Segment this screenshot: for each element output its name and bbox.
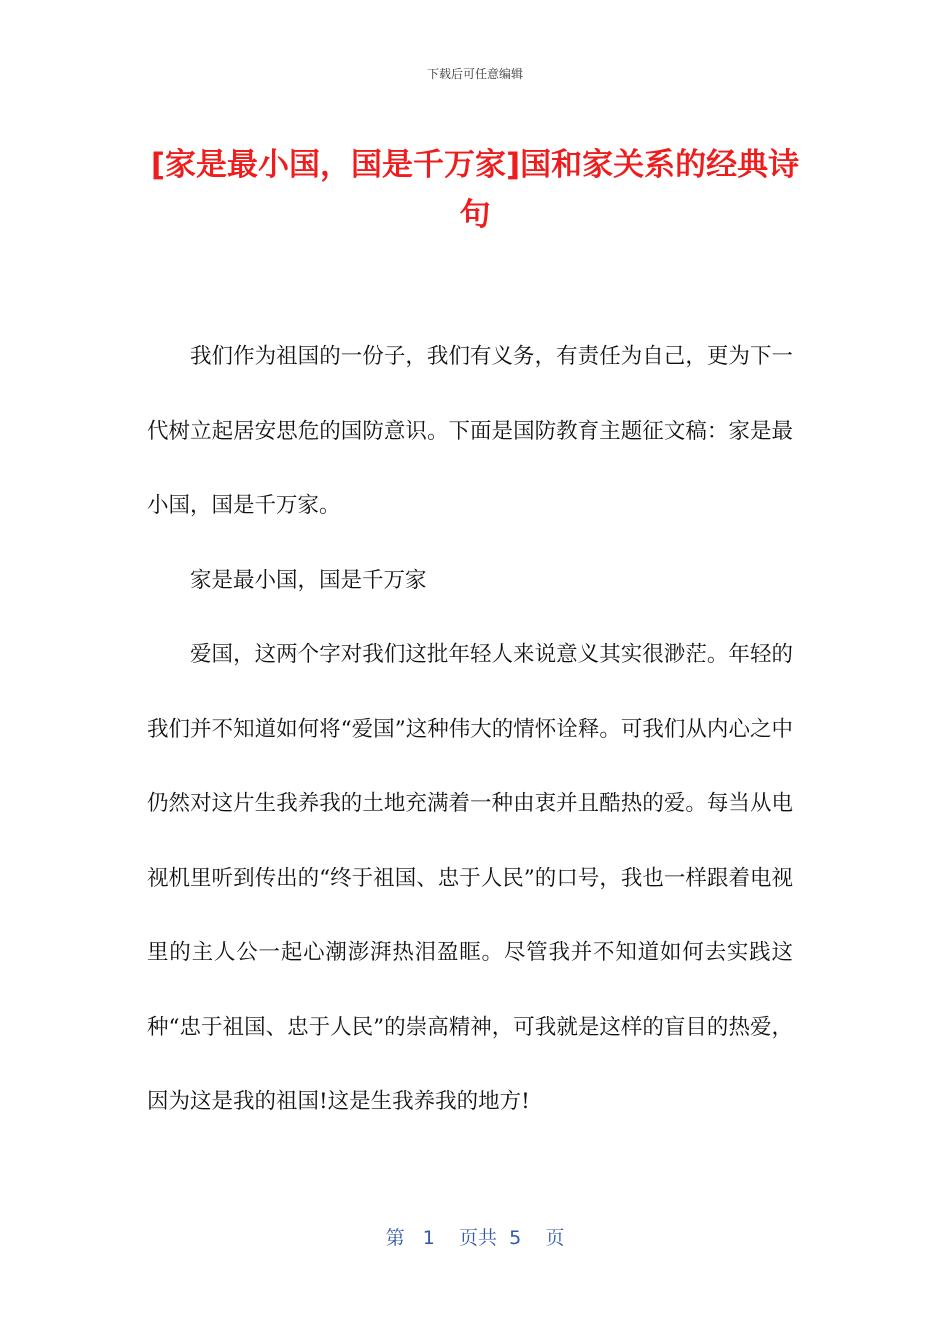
header-note: 下载后可任意编辑: [426, 67, 523, 81]
document-body: [147, 320, 793, 1140]
footer-total-pages: 5: [509, 1227, 522, 1249]
paragraph: 我们作为祖国的一份子，我们有义务，有责任为自己，更为下一代树立起居安思危的国防意识。下面是国防教育主题征文稿：家是最小国，国是千万家。: [147, 344, 793, 518]
footer-label-end: 页: [545, 1227, 565, 1249]
footer-current-page: 1: [422, 1227, 435, 1249]
footer-label-of: 页共: [459, 1227, 498, 1249]
paragraph: 家是最小国，国是千万家: [190, 567, 427, 593]
footer-label-page: 第: [385, 1227, 405, 1249]
paragraph: 爱国，这两个字对我们这批年轻人来说意义其实很渺茫。年轻的我们并不知道如何将“爱国”这种伟大的情怀诠释。可我们从内心之中仍然对这片生我养我的土地充满着一种由衷并且酷热的爱。每当从电视机里听到传出的“终于祖国、忠于人民”的口号，我也一样跟着电视里的主人公一起心潮澎湃热泪盈眶。尽管我并不知道如何去实践这种“忠于祖国、忠于人民”的崇高精神，可我就是这样的盲目的热爱，因为这是我的祖国!这是生我养我的地方!: [147, 642, 793, 1114]
document-title: [家是最小国，国是千万家]国和家关系的经典诗句: [150, 147, 800, 233]
page-footer: [0, 1226, 950, 1250]
